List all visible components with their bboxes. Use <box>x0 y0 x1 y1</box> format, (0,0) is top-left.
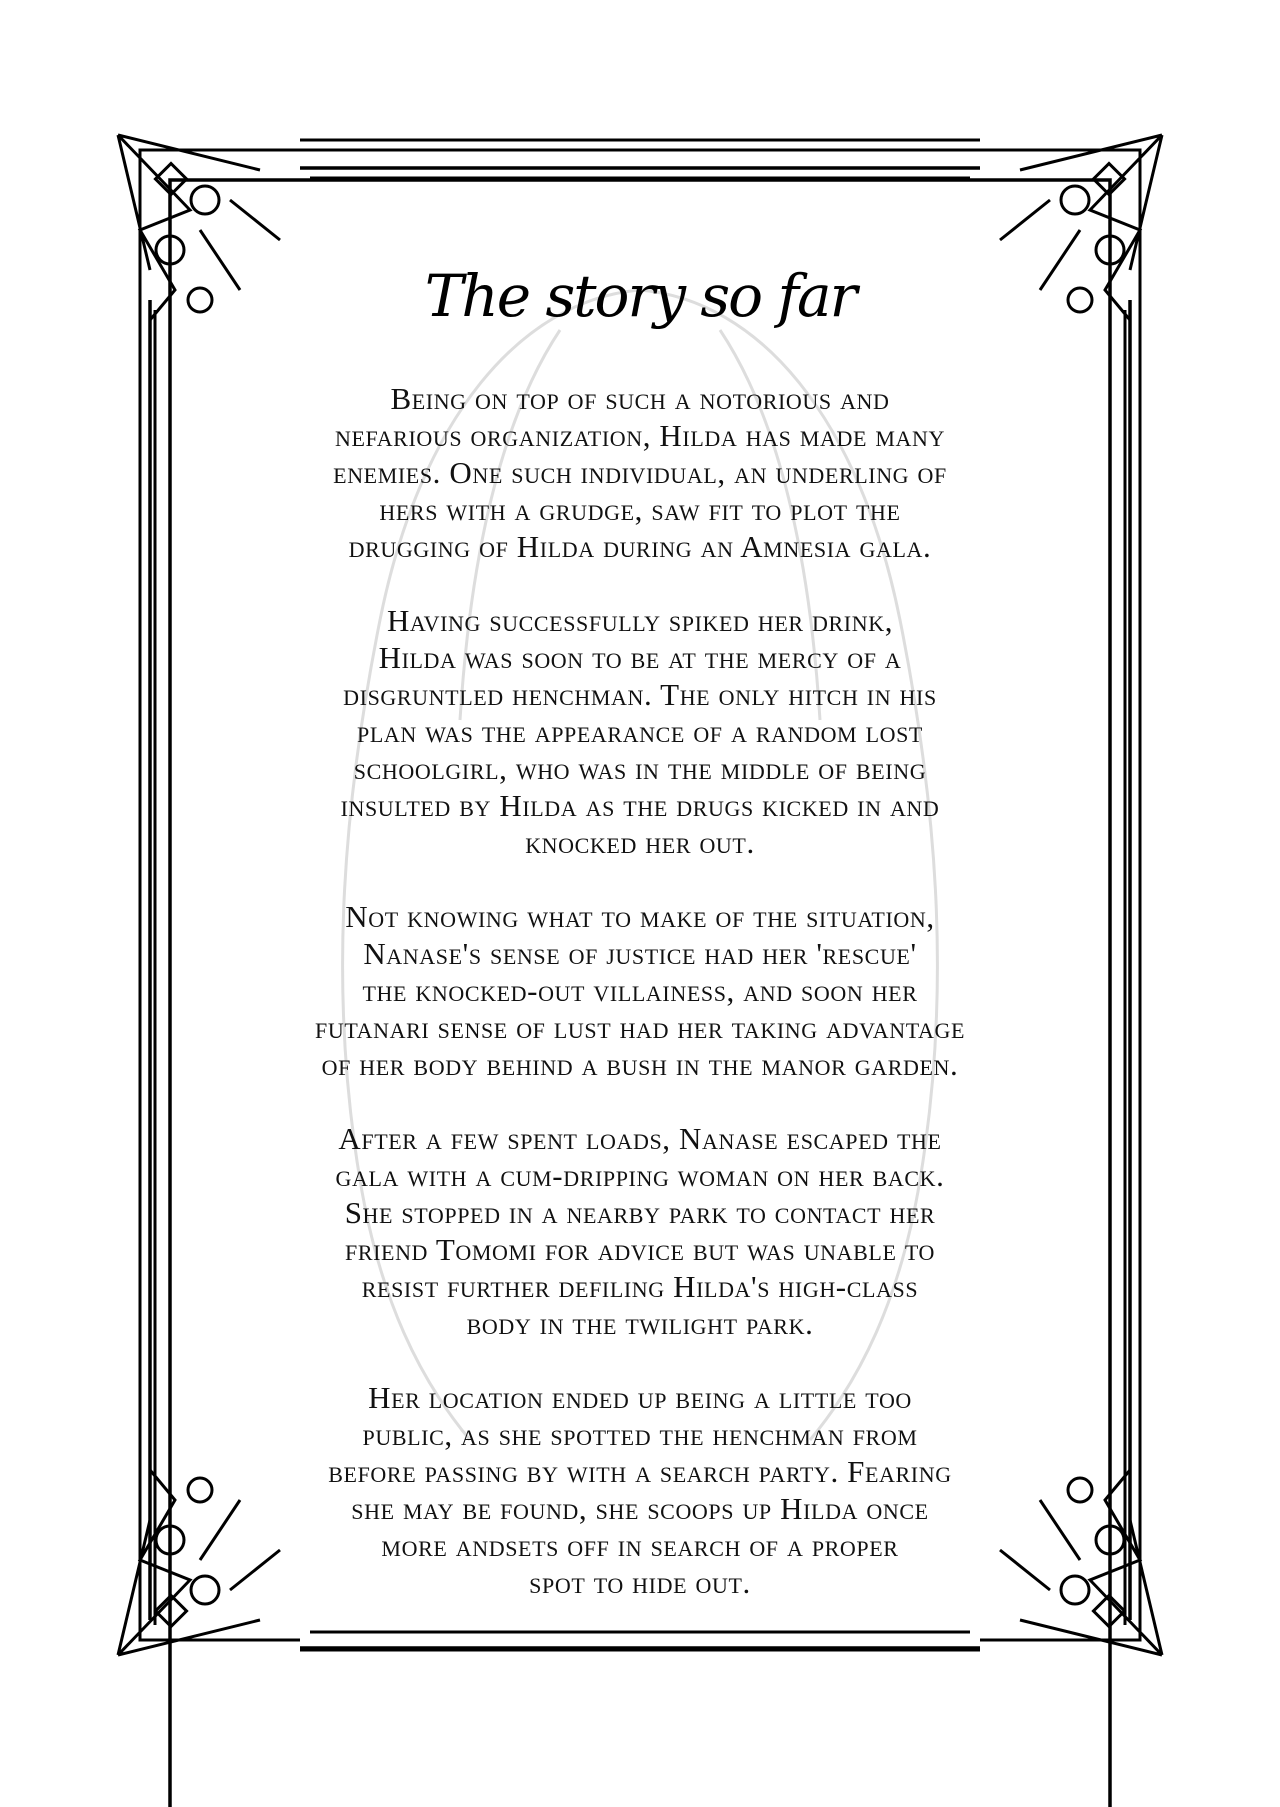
text-line: body in the twilight park. <box>466 1306 814 1341</box>
text-line: spot to hide out. <box>529 1565 751 1600</box>
text-line: before passing by with a search party. Fearing <box>328 1454 952 1489</box>
text-line: resist further defiling Hilda's high-class <box>361 1269 919 1304</box>
story-paragraph <box>200 380 1080 565</box>
text-line: friend Tomomi for advice but was unable to <box>345 1232 935 1267</box>
text-line: drugging of Hilda during an Amnesia gala. <box>348 529 932 564</box>
text-line: Her location ended up being a little too <box>368 1380 912 1415</box>
text-line: more andsets off in search of a proper <box>381 1528 899 1563</box>
text-line: Nanase's sense of justice had her 'rescue' <box>363 936 917 971</box>
text-line: nefarious organization, Hilda has made many <box>334 418 946 453</box>
text-line: of her body behind a bush in the manor garden. <box>321 1047 959 1082</box>
text-line: Not knowing what to make of the situation, <box>345 899 935 934</box>
story-body <box>200 380 1080 1638</box>
story-paragraph <box>200 898 1080 1083</box>
text-line: public, as she spotted the henchman from <box>362 1417 918 1452</box>
text-line: gala with a cum-dripping woman on her back. <box>335 1158 945 1193</box>
text-line: She stopped in a nearby park to contact her <box>344 1195 936 1230</box>
story-paragraph <box>200 1379 1080 1601</box>
text-line: she may be found, she scoops up Hilda once <box>351 1491 929 1526</box>
text-line: the knocked-out villainess, and soon her <box>362 973 918 1008</box>
text-line: enemies. One such individual, an underling of <box>333 455 947 490</box>
story-paragraph <box>200 602 1080 861</box>
text-line: disgruntled henchman. The only hitch in his <box>343 677 937 712</box>
text-line: After a few spent loads, Nanase escaped the <box>338 1121 942 1156</box>
page-title: The story so far <box>424 262 856 330</box>
text-line: plan was the appearance of a random lost <box>357 714 923 749</box>
text-line: schoolgirl, who was in the middle of being <box>353 751 927 786</box>
text-line: Having successfully spiked her drink, <box>386 603 894 638</box>
text-line: insulted by Hilda as the drugs kicked in and <box>340 788 940 823</box>
text-line: hers with a grudge, saw fit to plot the <box>379 492 901 527</box>
text-line: futanari sense of lust had her taking advantage <box>315 1010 965 1045</box>
text-line: Being on top of such a notorious and <box>390 381 890 416</box>
text-line: Hilda was soon to be at the mercy of a <box>378 640 902 675</box>
story-paragraph <box>200 1120 1080 1342</box>
text-line: knocked her out. <box>525 825 755 860</box>
